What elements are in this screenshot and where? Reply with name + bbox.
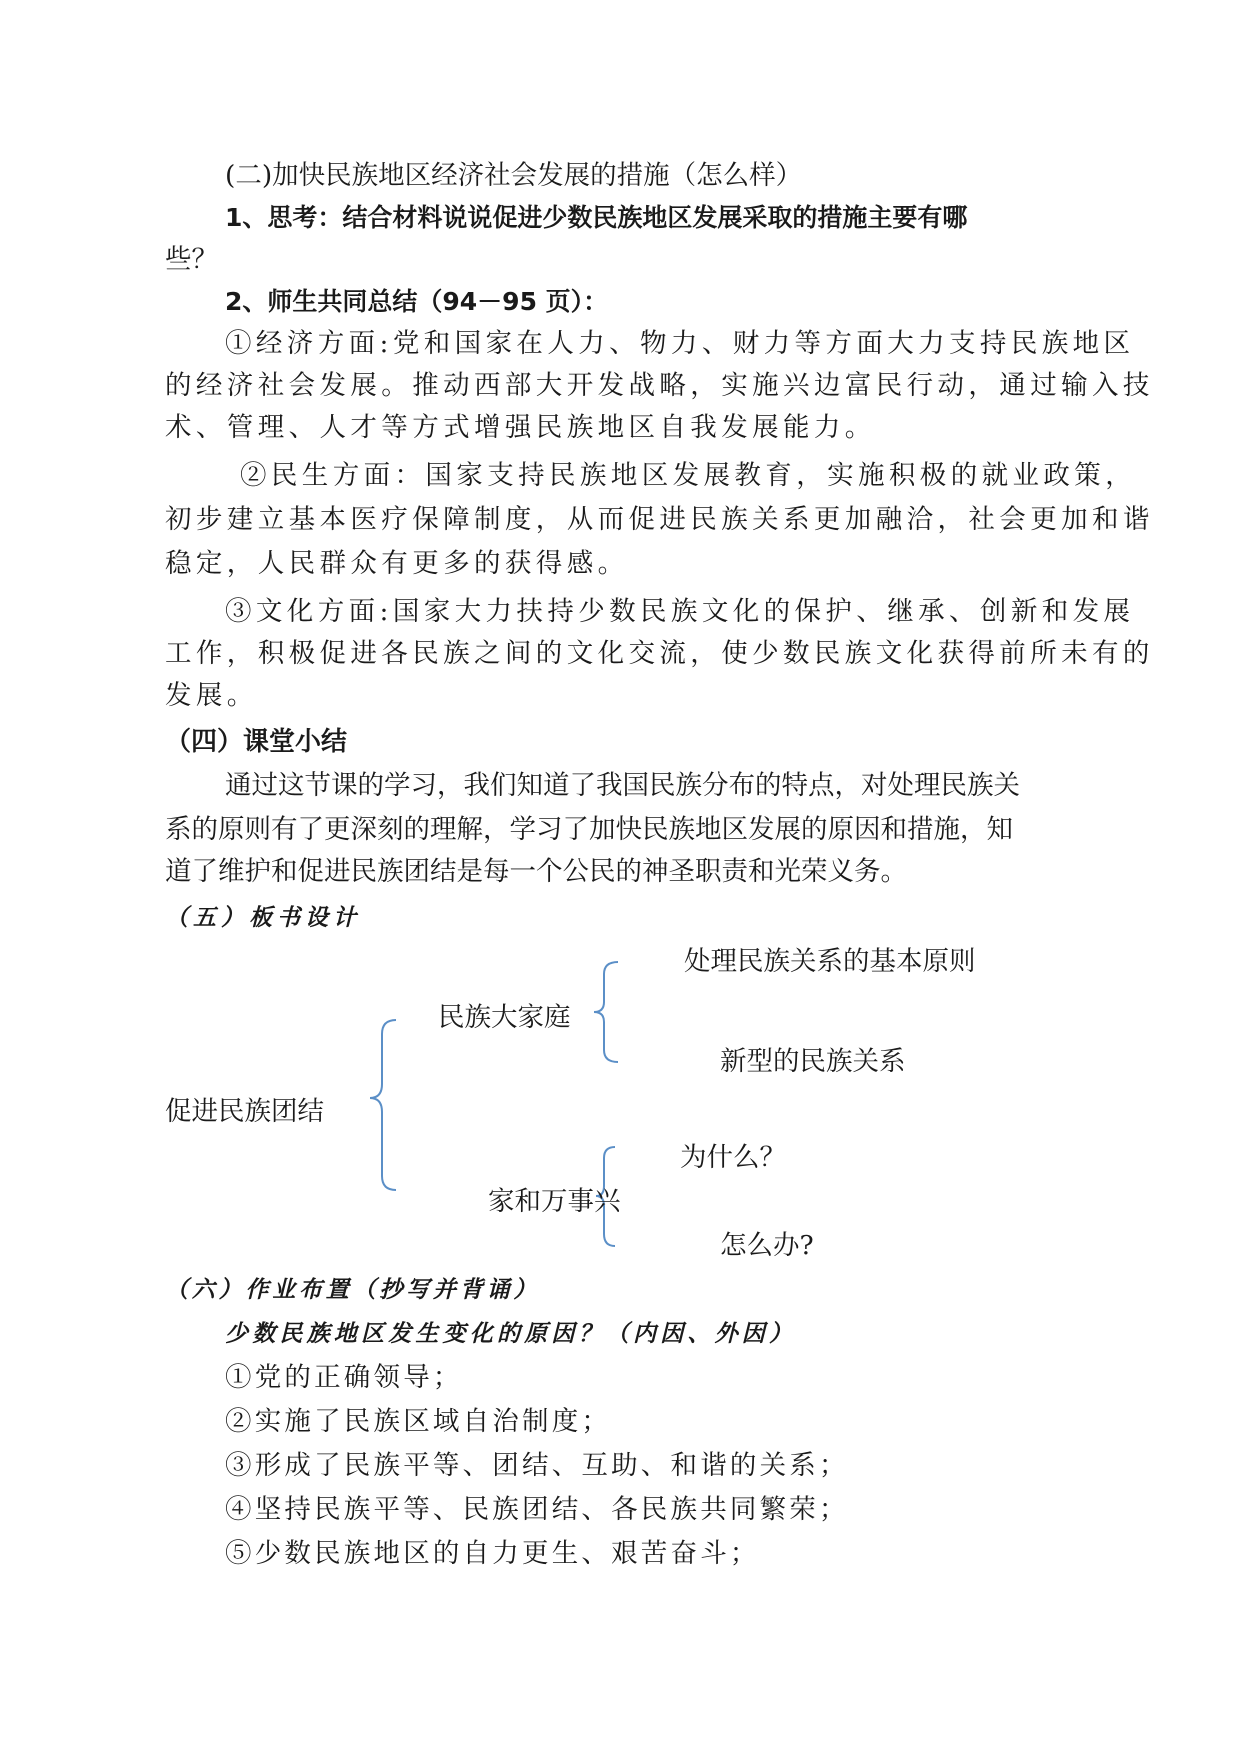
think-question-line1: 1、思考：结合材料说说促进少数民族地区发展采取的措施主要有哪 — [225, 203, 968, 232]
branch1-bracket — [594, 962, 618, 1062]
livelihood-line3: 稳定，人民群众有更多的获得感。 — [165, 548, 629, 579]
board-branch1-item2: 新型的民族关系 — [720, 1046, 906, 1077]
board-design-heading: （五）板书设计 — [165, 904, 361, 931]
section-heading-measures: (二)加快民族地区经济社会发展的措施（怎么样） — [225, 160, 803, 191]
board-branch2-item2: 怎么办? — [720, 1230, 814, 1261]
board-branch1-item1: 处理民族关系的基本原则 — [684, 946, 976, 977]
culture-line3: 发展。 — [165, 680, 258, 711]
homework-item-5: ⑤少数民族地区的自力更生、艰苦奋斗； — [225, 1538, 760, 1569]
culture-line2: 工作，积极促进各民族之间的文化交流，使少数民族文化获得前所未有的 — [165, 638, 1154, 669]
board-root: 促进民族团结 — [165, 1096, 324, 1127]
homework-item-2: ②实施了民族区域自治制度； — [225, 1406, 612, 1437]
class-summary-line1: 通过这节课的学习，我们知道了我国民族分布的特点，对处理民族关 — [225, 770, 1020, 801]
economy-line3: 术、管理、人才等方式增强民族地区自我发展能力。 — [165, 412, 876, 443]
livelihood-line1: ②民生方面：国家支持民族地区发展教育，实施积极的就业政策， — [240, 460, 1137, 491]
class-summary-line3: 道了维护和促进民族团结是每一个公民的神圣职责和光荣义务。 — [165, 856, 907, 887]
culture-line1: ③文化方面:国家大力扶持少数民族文化的保护、继承、创新和发展 — [225, 596, 1135, 627]
board-branch2-item1: 为什么？ — [680, 1142, 786, 1173]
board-branch2: 家和万事兴 — [488, 1186, 621, 1217]
homework-question: 少数民族地区发生变化的原因？（内因、外因） — [225, 1320, 797, 1347]
class-summary-heading: （四）课堂小结 — [165, 727, 348, 757]
class-summary-line2: 系的原则有了更深刻的理解，学习了加快民族地区发展的原因和措施，知 — [165, 814, 1013, 845]
economy-line1: ①经济方面:党和国家在人力、物力、财力等方面大力支持民族地区 — [225, 328, 1135, 359]
homework-item-4: ④坚持民族平等、民族团结、各民族共同繁荣； — [225, 1494, 849, 1525]
livelihood-line2: 初步建立基本医疗保障制度，从而促进民族关系更加融洽，社会更加和谐 — [165, 504, 1154, 535]
think-question-line2: 些？ — [165, 244, 218, 275]
homework-item-1: ①党的正确领导； — [225, 1362, 463, 1393]
homework-item-3: ③形成了民族平等、团结、互助、和谐的关系； — [225, 1450, 849, 1481]
economy-line2: 的经济社会发展。推动西部大开发战略，实施兴边富民行动，通过输入技 — [165, 370, 1154, 401]
board-branch1: 民族大家庭 — [438, 1002, 571, 1033]
summary-title: 2、师生共同总结（94－95 页）： — [225, 287, 609, 316]
homework-heading: （六）作业布置（抄写并背诵） — [165, 1276, 541, 1303]
root-bracket — [370, 1020, 396, 1190]
